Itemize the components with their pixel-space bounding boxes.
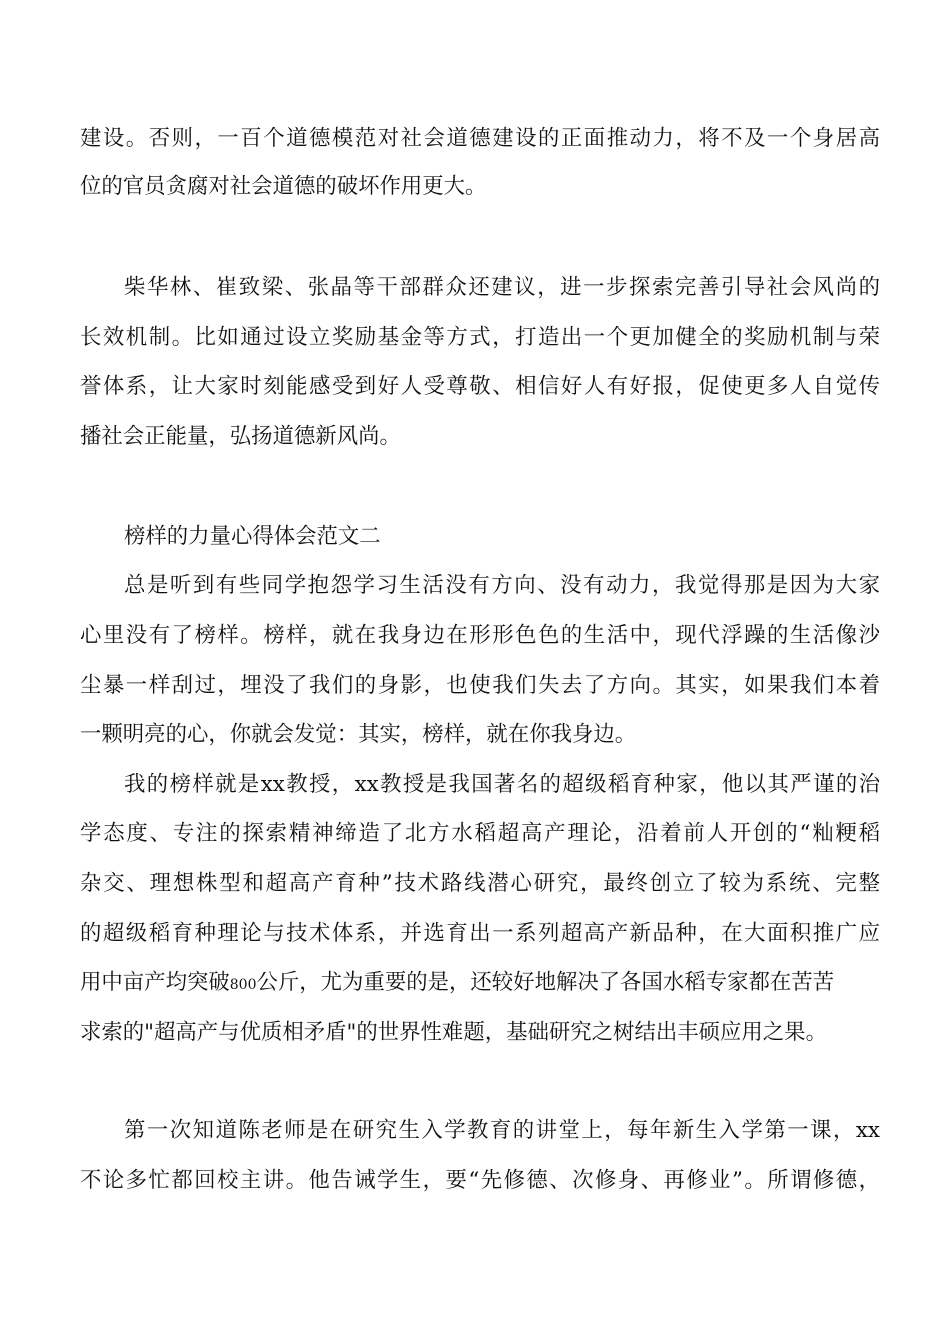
paragraph-2-line-2: 长效机制。比如通过设立奖励基金等方式，打造出一个更加健全的奖励机制与荣	[80, 325, 880, 350]
paragraph-2-line-1: 柴华林、崔致梁、张晶等干部群众还建议，进一步探索完善引导社会风尚的	[124, 275, 880, 300]
paragraph-4-line-5-part-2: 公斤，尤为重要的是，还较好地解决了各国水稻专家都在苦苦	[256, 970, 835, 995]
paragraph-4-line-4: 的超级稻育种理论与技术体系，并选育出一系列超高产新品种，在大面积推广应	[80, 921, 880, 946]
paragraph-4-line-6: 求索的"超高产与优质相矛盾"的世界性难题，基础研究之树结出丰硕应用之果。	[80, 1020, 827, 1045]
paragraph-1-line-1: 建设。否则，一百个道德模范对社会道德建设的正面推动力，将不及一个身居高	[80, 126, 880, 151]
paragraph-4-line-5-number: 800	[229, 977, 257, 993]
paragraph-5-line-2: 不论多忙都回校主讲。他告诫学生，要“先修德、次修身、再修业”。所谓修德，	[80, 1168, 880, 1193]
paragraph-2-line-4: 播社会正能量，弘扬道德新风尚。	[80, 424, 401, 449]
paragraph-3-line-2: 心里没有了榜样。榜样，就在我身边在形形色色的生活中，现代浮躁的生活像沙	[80, 623, 880, 648]
paragraph-3-line-4: 一颗明亮的心，你就会发觉：其实，榜样，就在你我身边。	[80, 722, 637, 747]
section-heading: 榜样的力量心得体会范文二	[124, 524, 381, 549]
paragraph-4-line-2: 学态度、专注的探索精神缔造了北方水稻超高产理论，沿着前人开创的“籼粳稻	[80, 821, 880, 846]
paragraph-5-line-1: 第一次知道陈老师是在研究生入学教育的讲堂上，每年新生入学第一课，xx	[124, 1118, 880, 1143]
paragraph-3-line-1: 总是听到有些同学抱怨学习生活没有方向、没有动力，我觉得那是因为大家	[124, 573, 880, 598]
paragraph-4-line-1: 我的榜样就是xx教授，xx教授是我国著名的超级稻育种家，他以其严谨的治	[124, 772, 880, 797]
paragraph-4-line-5	[80, 968, 880, 1000]
paragraph-4-line-5-part-1: 用中亩产均突破	[80, 970, 230, 995]
paragraph-3-line-3: 尘暴一样刮过，埋没了我们的身影，也使我们失去了方向。其实，如果我们本着	[80, 673, 880, 698]
paragraph-1-line-2: 位的官员贪腐对社会道德的破坏作用更大。	[80, 174, 487, 199]
paragraph-2-line-3: 誉体系，让大家时刻能感受到好人受尊敬、相信好人有好报，促使更多人自觉传	[80, 374, 880, 399]
paragraph-4-line-3: 杂交、理想株型和超高产育种”技术路线潜心研究，最终创立了较为系统、完整	[80, 871, 880, 896]
